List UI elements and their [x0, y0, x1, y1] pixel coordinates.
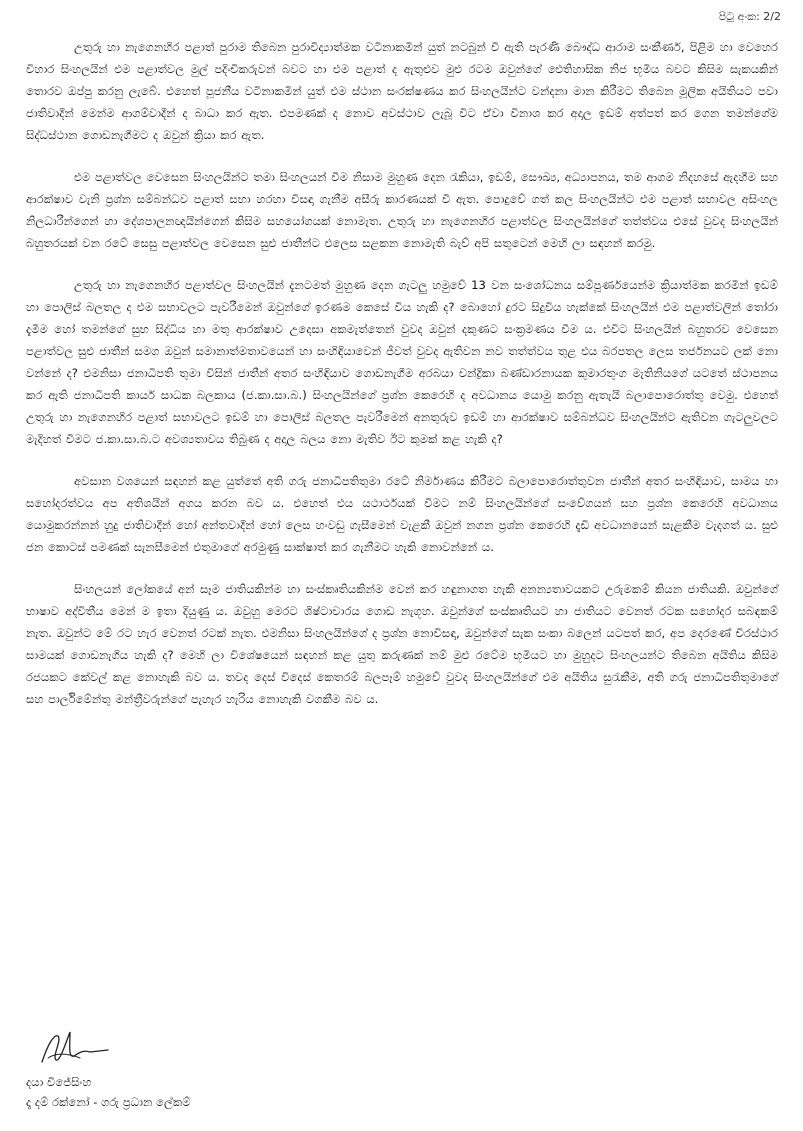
letter-body — [26, 36, 778, 730]
paragraph-5: සිංහලයන් ලෝකයේ අන් සෑම ජාතියකින්ම හා සංස්කෘතියකින්ම වෙන් කර හඳුනාගත හැකි අනන්‍යතාවයකට උරුමකම් කියන ජාතියකි. ඔවුන්ගේ භාෂාව අද්විතීය මෙන් ම ඉතා දියුණු ය. ඔවුහු මෙරට ශිෂ්ටාචාරය ගොඩ නැගූහ. ඔවුන්ගේ සංස්කෘතියට හා ජාතියට වෙනත් රටක සහෝදර සබඳකම් නැත. ඔවුන්ට මේ රට හැර වෙනත් රටක් නැත. එමනිසා සිංහලයින්ගේ ද ප්‍රශ්න නොවිසඳා, ඔවුන්ගේ සැක සංකා බලෙන් යටපත් කර, අප දෙරණේ චිරස්ථාර සාමයක් ගොඩනැගිය හැකි ද? මෙහි ලා විශේෂයෙන් සඳහන් කළ යුතු කරුණක් නම් මුළු රටේම භූමියට හා මුහුදට සිංහලයන්ට තිබෙන අයිතිය කිසිම රජයකට කේවල් කළ නොහැකි බව ය. තවද දෙස් විදෙස් කෙතරම් බලපෑම් හමුවේ වුවද සිංහලයින්ගේ එම අයිතිය සුරැකීම, අති ගරු ජනාධිපතිතුමාගේ සහ පාර්ලිමේන්තු මන්ත්‍රීවරුන්ගේ පැහැර හැරිය නොහැකි වගකීම බව ය. — [26, 582, 778, 706]
paragraph-3: උතුරු හා නැගෙනහිර පළාත්වල සිංහලයින් දැනටමත් මුහුණ දෙන ගැටලු හමුවේ 13 වන සංශෝධනය සම්පූර්ණයෙන්ම ක්‍රියාත්මක කරමින් ඉඩම් හා පොලිස් බලතල ද එම සභාවලට පැවරීමෙන් ඔවුන්ගේ ඉරණම කෙසේ විය හැකි ද? බොහෝ දුරට සිදුවිය හැක්කේ සිංහලයින් එම පළාත්වලින් තෝරා දැමීම හෝ තමන්ගේ සුභ සිද්ධිය හා මතු ආරක්ෂාව උදෙසා අකමැත්තෙන් වුවද ඔවුන් දකුණට සංක්‍රමණය වීම ය. එවිට සිංහලයින් බහුතරව වෙසෙන පළාත්වල සුළු ජාතීන් සමග ඔවුන් සමානාත්මතාවයෙන් හා සංහිඳියාවෙන් ජීවත් වුවද ඇතිවන නව තත්ත්වය තුළ එය බරපතල ලෙස තර්ජනයට ලක් නො වන්නේ ද? එමනිසා ජනාධිපති තුමා විසින් ජාතීන් අතර සංහිඳියාව ගොඩනැගීම අරබයා චන්ද්‍රිකා බණ්ඩාරනායක කුමාරතුංග මැතිනියගේ යටතේ ස්ථාපනය කර ඇති ජනාධිපති කාර්ය සාධක බලකාය (ජ.කා.සා.බ.) සිංහලයින්ගේ ප්‍රශ්න කෙරෙහි ද අවධානය යොමු කරනු ඇතැයි බලාපොරොත්තු වෙමු. එහෙත් උතුරු හා නැගෙනහිර පළාත් සභාවලට ඉඩම් හා පොලිස් බලතල පැවරීමෙන් අනතුරුව ඉඩම් හා ආරක්ෂාව සම්බන්ධව සිංහලයින්ට ඇතිවන ගැටලුවලට මැදිහත් වීමට ජ.කා.සා.බ.ට අවශ්‍යතාවය තිබුණ ද අදාල බලය නො මැතිව ඊට කුමක් කළ හැකි ද? — [26, 278, 779, 446]
signatory-name: දයා විජේසිංහ — [26, 1075, 92, 1089]
page-number: පිටු අංක: 2/2 — [718, 10, 781, 23]
signature-block — [26, 1022, 426, 1112]
paragraph-4: අවසාන වශයෙන් සඳහන් කළ යුත්තේ අති ගරු ජනාධිපතිතුමා රටේ නිර්මාණය කිරීමට බලාපොරොත්තුවන ජාතීන් අතර සංහිඳියාව, සාමය හා සහෝදරත්වය අප අතිශයින් අගය කරන බව ය. එහෙත් එය යථාර්ථයක් වීමට නම් සිංහලයින්ගේ සංවේගයන් සහ ප්‍රශ්න කෙරෙහි අවධානය යොමුකරන්නන් හුදු ජාතිවාදීන් හෝ අන්තවාදීන් හෝ ලෙස හංවඩු ගැසීමෙන් වැළකී ඔවුන් නගන ප්‍රශ්න කෙරෙහි දැඩි අවධානයෙන් සැළකීම වැදගත් ය. සුළු ජන කොටස් පමණක් සැනසීමෙන් එතුමාගේ අරමුණු සාක්ෂාත් කර ගැනීමට හැකි නොවන්නේ ය. — [26, 474, 778, 554]
signatory-title: දෑ දම් රක්නෝ - ගරු ප්‍රධාන ලේකම් — [26, 1095, 191, 1109]
paragraph-2: එම පළාත්වල වෙසෙන සිංහලයින්ට තමා සිංහලයන් වීම නිසාම මුහුණ දෙන රැකියා, ඉඩම්, සෞඛ්‍ය, අධ්‍යාපනය, තම ආගම නිදහසේ ඇදහීම සහ ආරක්ෂාව වැනි ප්‍රශ්න සම්බන්ධව පළාත් සභා හරහා විසඳා ගැනීම අසීරු කාරණයක් වී ඇත. පොදුවේ ගත් කල සිංහලයින්ට එම පළාත් සභාවල අසිංහල නිලධාරීන්ගෙන් හා දේශපාලනඥයින්ගෙන් කිසිම සහයෝගයක් නොමැත. උතුරු හා නැගෙනහිර පළාත්වල සිංහලයින්ගේ තත්ත්වය එසේ වුවද සිංහලයින් බහුතරයක් වන රටේ සෙසු පළාත්වල වෙසෙන සුළු ජාතීන්ට එලෙස සළකන නොමැති බැව් අපි සතුටෙන් මෙහි ලා සඳහන් කරමු. — [26, 170, 778, 250]
paragraph-1: උතුරු හා නැගෙනහිර පළාත් පුරාම තිබෙන පුරාවිද්‍යාත්මක වටිනාකමින් යුත් නටබුන් වී ඇති පැරණි බෞද්ධ ආරාම සංකීර්ණ, පිළිම හා වෙහෙර විහාර සිංහලයින් එම පළාත්වල මුල් පදිංචිකරුවන් බවට හා එම පළාත් ද ඇතුළුව මුළු රටම ඔවුන්ගේ ඓතිහාසික නිජ භූමිය බවට කිසිම සැකයකින් තොරව ඔප්පු කරනු ලැබේ. එහෙත් පූජනීය වටිනාකමින් යුත් එම ස්ථාන සංරක්ෂණය කර සිංහලයින්ට වන්දනා මාන කිරීමට තිබෙන මූලික අයිතියට පවා ජාතිවාදීන් මෙන්ම ආගම්වාදීන් ද බාධා කර ඇත. එපමණක් ද නොව අවස්ථාව ලැබූ විට ඒවා විනාශ කර අදාල ඉඩම් අත්පත් කර ගෙන තමන්ගේම සිද්ධස්ථාන ගොඩනැගීමට ද ඔවුන් ක්‍රියා කර ඇත. — [26, 40, 778, 142]
handwritten-signature — [34, 1022, 114, 1072]
